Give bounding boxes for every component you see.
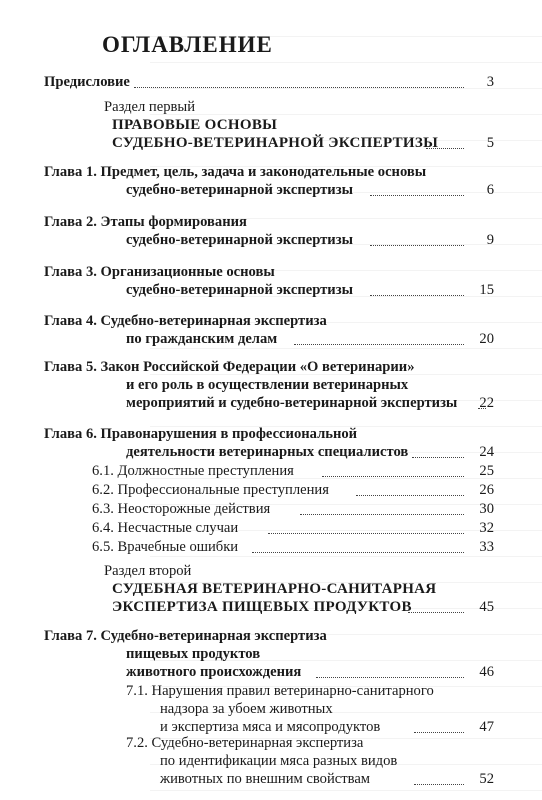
chapter1-page: 6: [486, 182, 494, 198]
part2-title-line2: ЭКСПЕРТИЗА ПИЩЕВЫХ ПРОДУКТОВ: [112, 599, 412, 615]
section-6-1: 6.1. Должностные преступления: [92, 463, 294, 479]
chapter2-line1: Глава 2. Этапы формирования: [44, 214, 247, 230]
section-7-1-page: 47: [479, 719, 494, 735]
section-6-1-page: 25: [479, 463, 494, 479]
dot-leader: [294, 344, 464, 345]
dot-leader: [408, 612, 464, 613]
section-6-2: 6.2. Профессиональные преступления: [92, 482, 329, 498]
section-7-2-line2: по идентификации мяса разных видов: [160, 753, 398, 769]
section-6-3: 6.3. Неосторожные действия: [92, 501, 271, 517]
chapter7-line3: животного происхождения: [126, 664, 302, 680]
section-7-2-line3: животных по внешним свойствам: [160, 771, 371, 787]
chapter2-line2: судебно-ветеринарной экспертизы: [126, 232, 353, 248]
section-6-2-page: 26: [479, 482, 494, 498]
chapter5-line1: Глава 5. Закон Российской Федерации «О ветеринарии»: [44, 359, 415, 375]
chapter7-line2: пищевых продуктов: [126, 646, 261, 662]
dot-leader: [426, 148, 464, 149]
section-6-4-page: 32: [479, 520, 494, 536]
part2-title-line1: СУДЕБНАЯ ВЕТЕРИНАРНО-САНИТАРНАЯ: [112, 581, 437, 597]
chapter4-line2: по гражданским делам: [126, 331, 278, 347]
preface-label: Предисловие: [44, 74, 130, 90]
chapter4-line1: Глава 4. Судебно-ветеринарная экспертиза: [44, 313, 327, 329]
chapter7-line1: Глава 7. Судебно-ветеринарная экспертиза: [44, 628, 327, 644]
page-title: ОГЛАВЛЕНИЕ: [102, 32, 273, 57]
section-7-1-line3: и экспертиза мяса и мясопродуктов: [160, 719, 381, 735]
section-7-2-line1: 7.2. Судебно-ветеринарная экспертиза: [126, 735, 364, 751]
chapter6-line2: деятельности ветеринарных специалистов: [126, 444, 409, 460]
part2-page: 45: [479, 599, 494, 615]
chapter3-page: 15: [479, 282, 494, 298]
dot-leader: [300, 514, 464, 515]
section-7-2-page: 52: [479, 771, 494, 787]
chapter1-line2: судебно-ветеринарной экспертизы: [126, 182, 353, 198]
dot-leader: [316, 677, 464, 678]
part1-page: 5: [486, 135, 494, 151]
part1-title-line1: ПРАВОВЫЕ ОСНОВЫ: [112, 117, 278, 133]
chapter6-page: 24: [479, 444, 494, 460]
dot-leader: [252, 552, 464, 553]
dot-leader: [322, 476, 464, 477]
dot-leader: [370, 195, 464, 196]
chapter5-line3: мероприятий и судебно-ветеринарной экспертизы: [126, 395, 458, 411]
part1-title-line2: СУДЕБНО-ВЕТЕРИНАРНОЙ ЭКСПЕРТИЗЫ: [112, 135, 439, 151]
section-7-1-line2: надзора за убоем животных: [160, 701, 333, 717]
dot-leader: [370, 245, 464, 246]
section-7-1-line1: 7.1. Нарушения правил ветеринарно-санитарного: [126, 683, 434, 699]
dot-leader: [414, 784, 464, 785]
chapter4-page: 20: [479, 331, 494, 347]
dot-leader: [412, 457, 464, 458]
part2-heading: Раздел второй: [104, 563, 192, 579]
dot-leader: [134, 87, 464, 88]
preface-page: 3: [486, 74, 494, 90]
dot-leader: [414, 732, 464, 733]
dot-leader: [268, 533, 464, 534]
chapter6-line1: Глава 6. Правонарушения в профессиональной: [44, 426, 358, 442]
chapter5-page: 22: [479, 395, 494, 411]
section-6-5-page: 33: [479, 539, 494, 555]
chapter7-page: 46: [479, 664, 494, 680]
section-6-3-page: 30: [479, 501, 494, 517]
dot-leader: [370, 295, 464, 296]
chapter3-line1: Глава 3. Организационные основы: [44, 264, 275, 280]
section-6-5: 6.5. Врачебные ошибки: [92, 539, 239, 555]
chapter2-page: 9: [486, 232, 494, 248]
part1-heading: Раздел первый: [104, 99, 196, 115]
chapter5-line2: и его роль в осуществлении ветеринарных: [126, 377, 409, 393]
section-6-4: 6.4. Несчастные случаи: [92, 520, 239, 536]
dot-leader: [356, 495, 464, 496]
chapter1-line1: Глава 1. Предмет, цель, задача и законодательные основы: [44, 164, 427, 180]
chapter3-line2: судебно-ветеринарной экспертизы: [126, 282, 353, 298]
